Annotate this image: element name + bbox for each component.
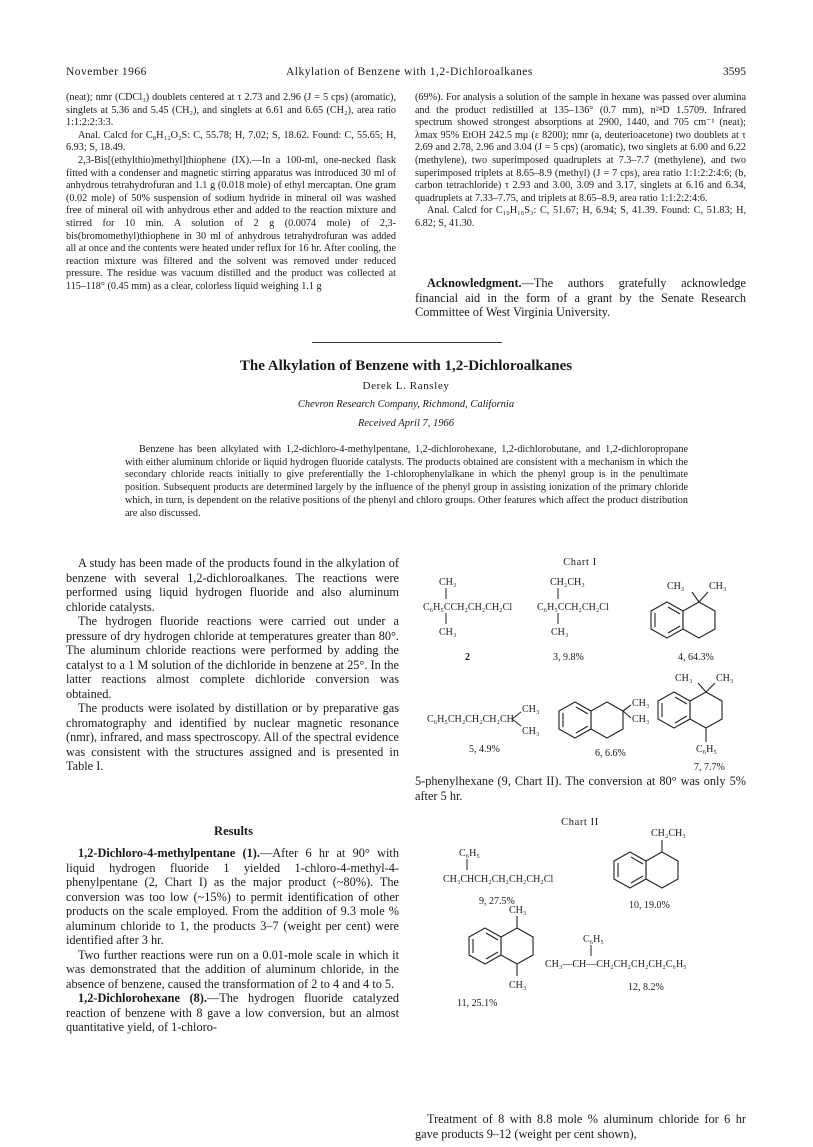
chart-i-title: Chart I (563, 557, 597, 568)
s6-rings (559, 702, 631, 738)
ack-head: Acknowledgment. (427, 276, 522, 290)
s5-me2: CH₃ (522, 726, 540, 737)
s10-sub: CH₂CH₃ (651, 828, 686, 839)
mid-right-text (415, 774, 746, 803)
s6-me1: CH₃ (632, 698, 650, 709)
s10-label: 10, 19.0% (629, 900, 670, 911)
s4-me2: CH₃ (709, 581, 727, 592)
bottom-right-text: Treatment of 8 with 8.8 mole % aluminum chloride for 6 hr gave products 9–12 (weight per cent shown), (415, 1112, 746, 1141)
paragraph: A study has been made of the products found in the alkylation of benzene with several 1,2-dichloroalkanes. The reactions were performed using liquid hydrogen fluoride and also aluminum chloride catalysts. (66, 556, 399, 614)
header-title: Alkylation of Benzene with 1,2-Dichloroalkanes (286, 66, 533, 78)
received-date: Received April 7, 1966 (357, 418, 455, 429)
s7-label: 7, 7.7% (694, 762, 725, 773)
chart-ii (415, 812, 746, 1102)
top-left-column (66, 92, 396, 294)
s3-main: C₆H₅CCH₂CH₂Cl (537, 602, 609, 613)
intro-column (66, 556, 399, 774)
paragraph: 2,3-Bis[(ethylthio)methyl]thiophene (IX).—In a 100-ml, one-necked flask fitted with a condenser and magnetic stirring apparatus was introduced 30 ml of anhydrous tetrahydrofuran and 1.1 g (0.018 mole) of ethyl mercaptan. One gram (0.02 mole) of 50% suspension of sodium hydride in mineral oil was washed free of mineral oil with anhydrous ether and added to the reaction mixture and stirred for 10 min. A solution of 2 g (0.0074 mole) of 2,3-bis(bromomethyl)thiophene in 30 ml of anhydrous tetrahydrofuran was added all at once and the contents were heated under reflux for 16 hr. After cooling, the reaction mixture was filtered and the solvent was removed under reduced pressure. The residue was vacuum distilled and the product was collected at 115–118° (0.45 mm) as a clear, colorless liquid weighing 1.1 g (66, 154, 396, 292)
s3-bot: CH₃ (551, 627, 569, 638)
s9-main: CH₃CHCH₂CH₂CH₂CH₂Cl (443, 874, 554, 885)
s4-rings (651, 592, 715, 638)
s6-me2: CH₃ (632, 714, 650, 725)
chart-ii-title: Chart II (561, 817, 599, 828)
s11-me1: CH₃ (509, 905, 527, 916)
paragraph: Anal. Calcd for C₁₀H₁₆S₃: C, 51.67; H, 6.94; S, 41.39. Found: C, 51.83; H, 6.82; S, 41.30. (415, 205, 746, 229)
ack-text: —The authors gratefully acknowledge financial aid in the form of a grant by the Senate Research Committee of West Virginia University. (415, 276, 746, 319)
s5-main: C₆H₅CH₂CH₂CH₂CH (427, 714, 514, 725)
s12-label: 12, 8.2% (628, 982, 664, 993)
s2-bot: CH₃ (439, 627, 457, 638)
page-number: 3595 (723, 66, 746, 78)
paragraph: 5-phenylhexane (9, Chart II). The conversion at 80° was only 5% after 5 hr. (415, 774, 746, 803)
s2-main: C₆H₅CCH₂CH₂CH₂Cl (423, 602, 513, 613)
s3-top: CH₂CH₃ (550, 577, 585, 588)
s9-label: 9, 27.5% (479, 896, 515, 907)
paragraph: (69%). For analysis a solution of the sample in hexane was passed over alumina and the product redistilled at 135–136° (0.7 mm), n²⁴D 1.5709. Infrared spectrum showed strongest absorptions at 2900, 1440, and 705 cm⁻¹ (neat); λmax 95% EtOH 242.5 mμ (ε 8200); nmr (a, deuterioacetone) two doublets at τ 2.69 and 2.78, 2.96 and 3.04 (J = 5 cps) (aromatic), two singlets at 6.00 and 6.22 (methylene), two superimposed quadruplets at 7.3–7.7 (methylene), and two superimposed triplets at 8.65–8.9 (methyl) (J = 7 cps), area ratio 1:1:2:2:4:6; (b, carbon tetrachloride) τ 2.93 and 3.00, 3.09 and 3.17, singlets at 6.16 and 6.34, quadruplets at 7.33–7.75, and triplets at 8.65–8.9, area ratio 1:1:2:2:4:6. (415, 92, 746, 204)
s7-me1: CH₃ (675, 673, 693, 684)
author: Derek L. Ransley (362, 380, 450, 392)
top-right-column (415, 92, 746, 231)
paragraph: (neat); nmr (CDCl₃) doublets centered at τ 2.73 and 2.96 (J = 5 cps) (aromatic), singlets at 5.36 and 5.45 (CH₂), and singlets at 6.61 and 6.65 (CH₂), area ratio 1:1:2:2:3:3. (66, 92, 396, 129)
s4-me1: CH₃ (667, 581, 685, 592)
s5-me1: CH₃ (522, 704, 540, 715)
s11-label: 11, 25.1% (457, 998, 498, 1009)
s3-label: 3, 9.8% (553, 652, 584, 663)
paragraph: The hydrogen fluoride reactions were carried out under a pressure of dry hydrogen chloride at temperatures greater than 80°. The aluminum chloride reactions were performed by adding the catalyst to a 1 M solution of the dichloride in benzene at 25°. In the latter reactions almost complete dichloride conversion was obtained. (66, 614, 399, 701)
header-date: November 1966 (66, 66, 147, 78)
s4-label: 4, 64.3% (678, 652, 714, 663)
s12-top: C₆H₅ (583, 934, 604, 945)
result-head: 1,2-Dichloro-4-methylpentane (1). (78, 846, 260, 860)
s12-main: CH₃—CH—CH₂CH₂CH₂CH₂C₆H₅ (545, 959, 687, 970)
divider (312, 342, 502, 343)
s5-label: 5, 4.9% (469, 744, 500, 755)
result-text: Two further reactions were run on a 0.01-mole scale in which it was demonstrated that the addition of aluminum chloride, in the absence of benzene, caused the transformation of 2 to 4 and 4 to 5. (66, 947, 399, 991)
paragraph: Anal. Calcd for C₈H₁₂O₂S: C, 55.78; H, 7.02; S, 18.62. Found: C, 55.65; H, 6.93; S, 18.49. (66, 129, 396, 154)
acknowledgment (415, 276, 746, 320)
article-title: The Alkylation of Benzene with 1,2-Dichloroalkanes (239, 358, 573, 374)
result-text: —After 6 hr at 90° with liquid hydrogen fluoride 1 yielded 1-chloro-4-methyl-4-phenylpentane (2, Chart I) as the major product (~80%). The conversion was too low (~15%) to permit identification of other products on the scale employed. From the addition of 9.3 mole % aluminum chloride to 1, the products 3–7 (weight per cent) were identified after 3 hr. (66, 846, 399, 947)
s10-rings (614, 840, 678, 888)
s2-top: CH₃ (439, 577, 457, 588)
s6-label: 6, 6.6% (595, 748, 626, 759)
results-column (66, 846, 399, 1035)
result-text: —The hydrogen fluoride catalyzed reaction of benzene with 8 gave a low conversion, but an almost quantitative yield, of 1-chloro- (66, 991, 399, 1034)
paragraph: The products were isolated by distillation or by preparative gas chromatography and identified by nuclear magnetic resonance (nmr), infrared, and mass spectroscopy. All of the spectral evidence was consistent with the structures assigned and is presented in Table I. (66, 701, 399, 773)
section-heading: Results (214, 824, 253, 838)
abstract: Benzene has been alkylated with 1,2-dichloro-4-methylpentane, 1,2-dichlorohexane, 1,2-dichlorobutane, and 1,2-dichloropropane with either aluminum chloride or liquid hydrogen fluoride catalysts. The products obtained are consistent with a mechanism in which the secondary chloride reacts initially to give preferentially the 1-chlorophenylalkane in which the phenyl group is in the penultimate position. Subsequent products are determined largely by the influence of the phenyl group in assisting ionization of the primary chloride which, in turn, is dependent on the relative positions of the phenyl and chloro groups. Other features which affect the product distribution are also discussed. (125, 444, 688, 519)
s7-ph: C₆H₅ (696, 744, 717, 755)
s9-top: C₆H₅ (459, 848, 480, 859)
s11-rings (469, 916, 533, 976)
s2-label: 2 (465, 652, 470, 663)
result-head: 1,2-Dichlorohexane (8). (78, 991, 207, 1005)
s11-me2: CH₃ (509, 980, 527, 991)
running-header (66, 66, 746, 84)
s7-rings (658, 683, 722, 742)
affiliation: Chevron Research Company, Richmond, California (297, 399, 515, 410)
s7-me2: CH₃ (716, 673, 734, 684)
